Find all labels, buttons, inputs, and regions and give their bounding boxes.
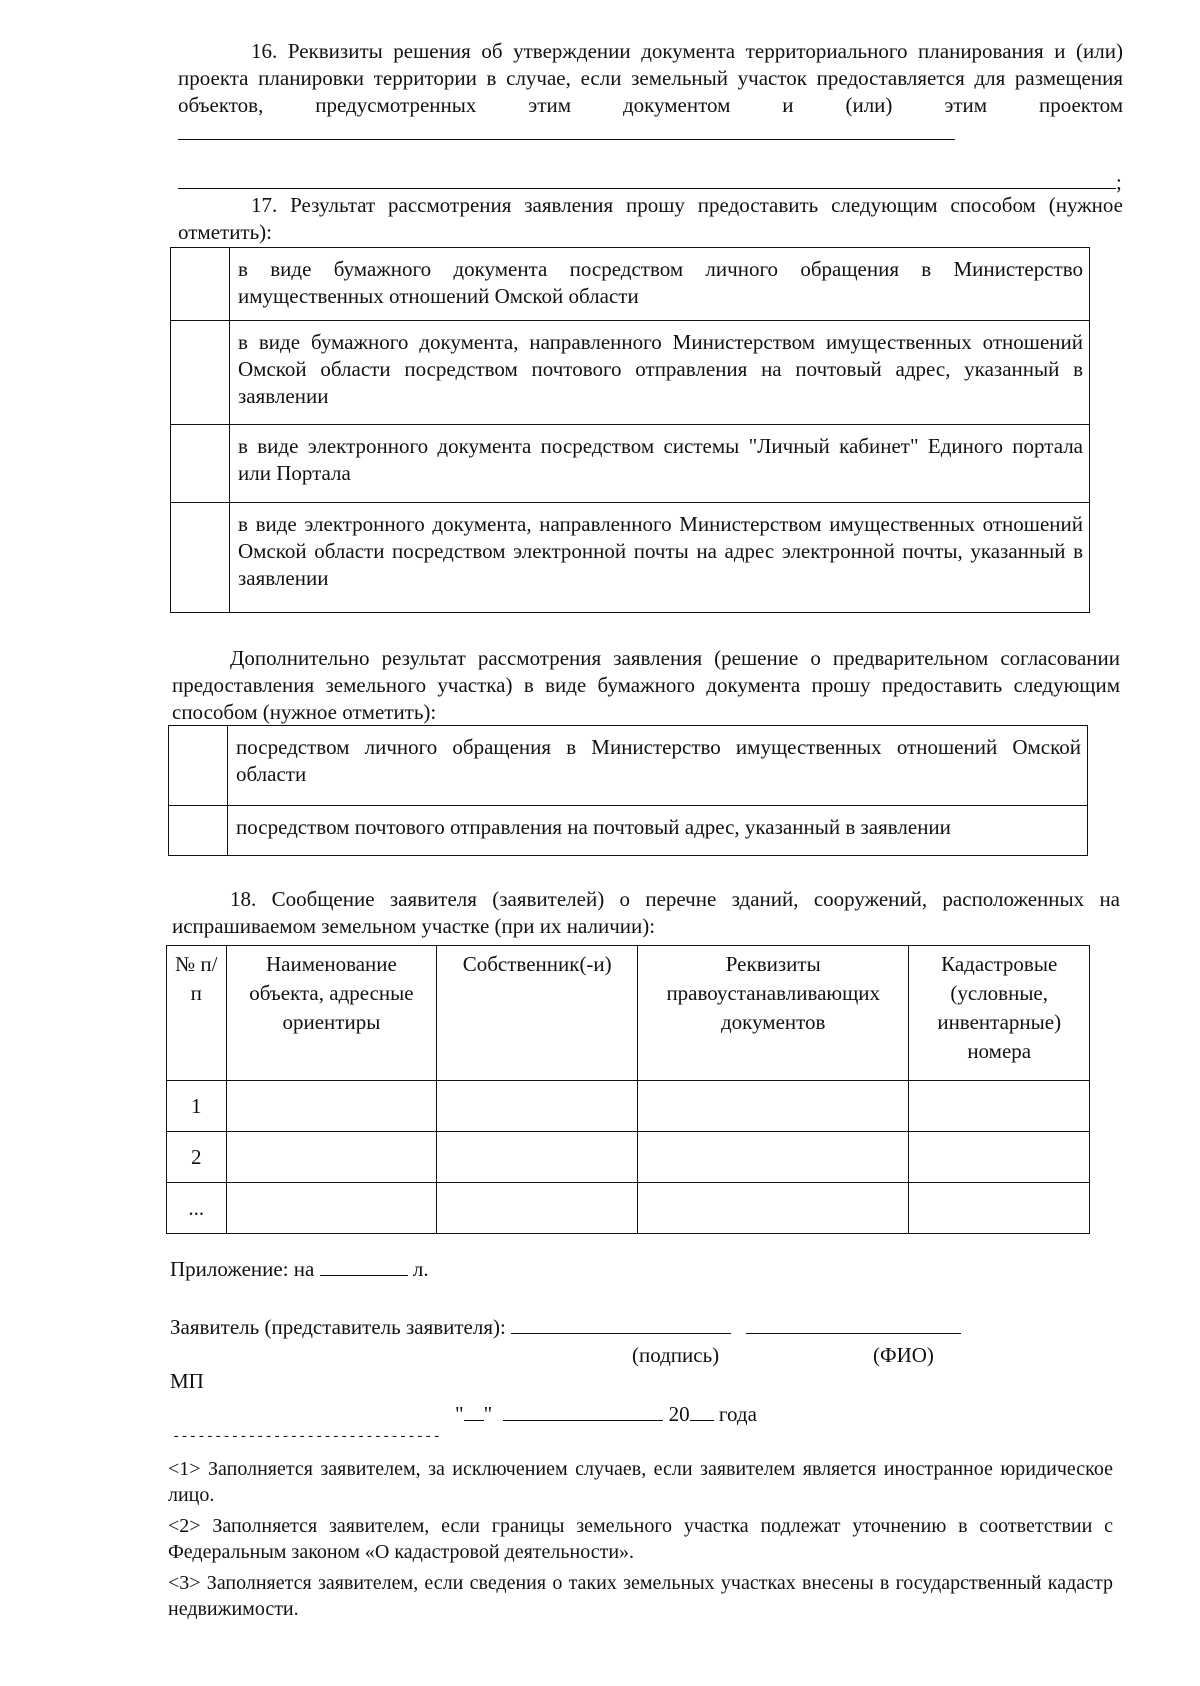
row-number: ... — [167, 1183, 227, 1234]
table-cell[interactable] — [909, 1081, 1090, 1132]
attachment-pages-field[interactable] — [320, 1255, 408, 1276]
attachment-suffix: л. — [412, 1257, 429, 1281]
year-suffix: года — [718, 1402, 757, 1426]
year-field[interactable] — [690, 1400, 714, 1421]
option-text: посредством почтового отправления на почтовый адрес, указанный в заявлении — [228, 806, 1088, 856]
table-cell[interactable] — [226, 1183, 437, 1234]
option-checkbox[interactable] — [171, 321, 230, 425]
row-number: 1 — [167, 1081, 227, 1132]
year-prefix: 20 — [668, 1402, 690, 1426]
option-checkbox[interactable] — [171, 503, 230, 613]
additional-options-table — [168, 725, 1088, 856]
footnote-2: <2> Заполняется заявителем, если границы земельного участка подлежат уточнению в соответствии с Федеральным законом «О кадастровой деятельности». — [168, 1515, 1113, 1563]
table-cell[interactable] — [909, 1183, 1090, 1234]
option-text: в виде электронного документа, направленного Министерством имущественных отношений Омской области посредством электронной почты на адрес электронной почты, указанный в заявлении — [230, 503, 1090, 613]
section16-text — [178, 38, 1123, 147]
column-header-object: Наименование объекта, адресные ориентиры — [226, 946, 437, 1081]
option-checkbox[interactable] — [171, 248, 230, 321]
row-number: 2 — [167, 1132, 227, 1183]
section16-end-mark: ; — [1116, 170, 1122, 194]
date-quote-open: " — [455, 1402, 464, 1426]
option-checkbox[interactable] — [171, 425, 230, 503]
option-text: посредством личного обращения в Министерство имущественных отношений Омской области — [228, 726, 1088, 806]
additional-option-row — [169, 726, 1088, 806]
stamp-label: МП — [170, 1369, 204, 1393]
section16-fill-line-1[interactable] — [178, 119, 955, 140]
option-checkbox[interactable] — [169, 726, 228, 806]
column-header-number: № п/п — [167, 946, 227, 1081]
column-header-documents: Реквизиты правоустанавливающих документов — [638, 946, 909, 1081]
table-cell[interactable] — [226, 1132, 437, 1183]
applicant-label: Заявитель (представитель заявителя): — [170, 1315, 506, 1339]
table-cell[interactable] — [226, 1081, 437, 1132]
footnote-1: <1> Заполняется заявителем, за исключением случаев, если заявителем является иностранное юридическое лицо. — [168, 1458, 1113, 1506]
day-field[interactable] — [464, 1400, 484, 1421]
applicant-line — [170, 1313, 961, 1341]
footnote-3: <3> Заполняется заявителем, если сведения о таких земельных участках внесены в государственный кадастр недвижимости. — [168, 1572, 1113, 1620]
section18-heading: 18. Сообщение заявителя (заявителей) о перечне зданий, сооружений, расположенных на испрашиваемом земельном участке (при их наличии): — [172, 887, 1120, 938]
objects-table-header — [167, 946, 1090, 1081]
table-row — [167, 1132, 1090, 1183]
date-line — [455, 1400, 757, 1428]
footnote-separator: -------------------------------- — [172, 1429, 441, 1445]
table-cell[interactable] — [909, 1132, 1090, 1183]
full-name-field[interactable] — [746, 1313, 961, 1334]
section17-option-row — [171, 321, 1090, 425]
attachment-prefix: Приложение: на — [170, 1257, 315, 1281]
table-row — [167, 1183, 1090, 1234]
column-header-owner: Собственник(-и) — [437, 946, 638, 1081]
month-field[interactable] — [503, 1400, 663, 1421]
section16-body: 16. Реквизиты решения об утверждении документа территориального планирования и (или) проекта планировки территории в случае, если земельный участок предоставляется для размещения объектов, предусмотренных этим документом и (или) этим проектом — [178, 39, 1123, 117]
table-cell[interactable] — [437, 1081, 638, 1132]
table-cell[interactable] — [638, 1132, 909, 1183]
objects-table — [166, 945, 1090, 1234]
section17-options-table — [170, 247, 1090, 613]
option-text: в виде электронного документа посредством системы "Личный кабинет" Единого портала или Портала — [230, 425, 1090, 503]
signature-caption: (подпись) — [632, 1343, 720, 1367]
section17-option-row — [171, 425, 1090, 503]
table-row — [167, 1081, 1090, 1132]
option-checkbox[interactable] — [169, 806, 228, 856]
attachment-line — [170, 1255, 429, 1283]
section17-option-row — [171, 503, 1090, 613]
table-cell[interactable] — [437, 1183, 638, 1234]
date-quote-close: " — [483, 1402, 493, 1426]
option-text: в виде бумажного документа посредством личного обращения в Министерство имущественных отношений Омской области — [230, 248, 1090, 321]
table-cell[interactable] — [638, 1183, 909, 1234]
section17-option-row — [171, 248, 1090, 321]
section17-heading: 17. Результат рассмотрения заявления прошу предоставить следующим способом (нужное отметить): — [178, 193, 1123, 244]
column-header-cadastral: Кадастровые (условные, инвентарные) номера — [909, 946, 1090, 1081]
table-cell[interactable] — [437, 1132, 638, 1183]
table-cell[interactable] — [638, 1081, 909, 1132]
option-text: в виде бумажного документа, направленного Министерством имущественных отношений Омской области посредством почтового отправления на почтовый адрес, указанный в заявлении — [230, 321, 1090, 425]
name-caption: (ФИО) — [873, 1343, 934, 1367]
additional-option-row — [169, 806, 1088, 856]
section16-fill-line-2[interactable] — [178, 168, 1116, 189]
signature-field[interactable] — [511, 1313, 731, 1334]
additional-heading: Дополнительно результат рассмотрения заявления (решение о предварительном согласовании предоставления земельного участка) в виде бумажного документа прошу предоставить следующим способом (нужное отметить): — [172, 646, 1120, 724]
